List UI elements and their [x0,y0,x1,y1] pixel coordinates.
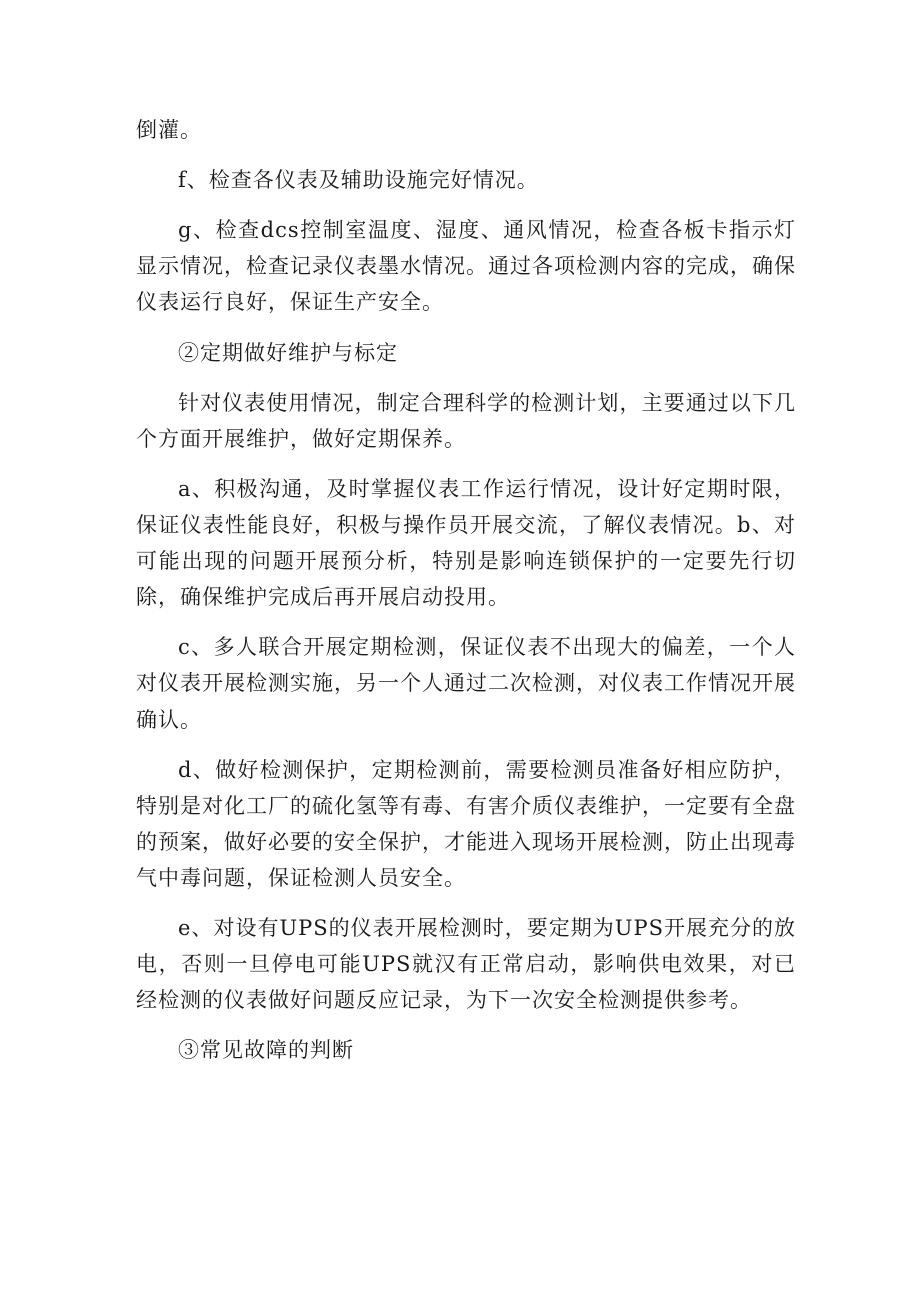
paragraph-item-f: f、检查各仪表及辅助设施完好情况。 [178,168,539,193]
paragraph-continuation: 倒灌。 [136,118,202,142]
paragraph-item-c: c、多人联合开展定期检测，保证仪表不出现大的偏差，一个人对仪表开展检测实施，另一个人通过二次检测，对仪表工作情况开展确认。 [136,635,796,732]
paragraph-item-g: g、检查dcs控制室温度、湿度、通风情况，检查各板卡指示灯显示情况，检查记录仪表墨水情况。通过各项检测内容的完成，确保仪表运行良好，保证生产安全。 [136,218,796,315]
paragraph-maintenance-intro: 针对仪表使用情况，制定合理科学的检测计划，主要通过以下几个方面开展维护，做好定期保养。 [136,390,796,451]
paragraph-item-e: e、对设有UPS的仪表开展检测时，要定期为UPS开展充分的放电，否则一旦停电可能UPS就汉有正常启动，影响供电效果，对已经检测的仪表做好问题反应记录，为下一次安全检测提供参考。 [136,916,796,1013]
paragraph-item-a-b: a、积极沟通，及时掌握仪表工作运行情况，设计好定期时限，保证仪表性能良好，积极与操作员开展交流，了解仪表情况。b、对可能出现的问题开展预分析，特别是影响连锁保护的一定要先行切除，确保维护完成后再开展启动投用。 [136,476,796,610]
section-heading-3: ③常见故障的判断 [178,1038,354,1063]
document-page [136,112,796,1083]
paragraph-item-d: d、做好检测保护，定期检测前，需要检测员准备好相应防护，特别是对化工厂的硫化氢等有毒、有害介质仪表维护，一定要有全盘的预案，做好必要的安全保护，才能进入现场开展检测，防止出现毒气中毒问题，保证检测人员安全。 [136,757,796,890]
section-heading-2: ②定期做好维护与标定 [178,340,398,365]
